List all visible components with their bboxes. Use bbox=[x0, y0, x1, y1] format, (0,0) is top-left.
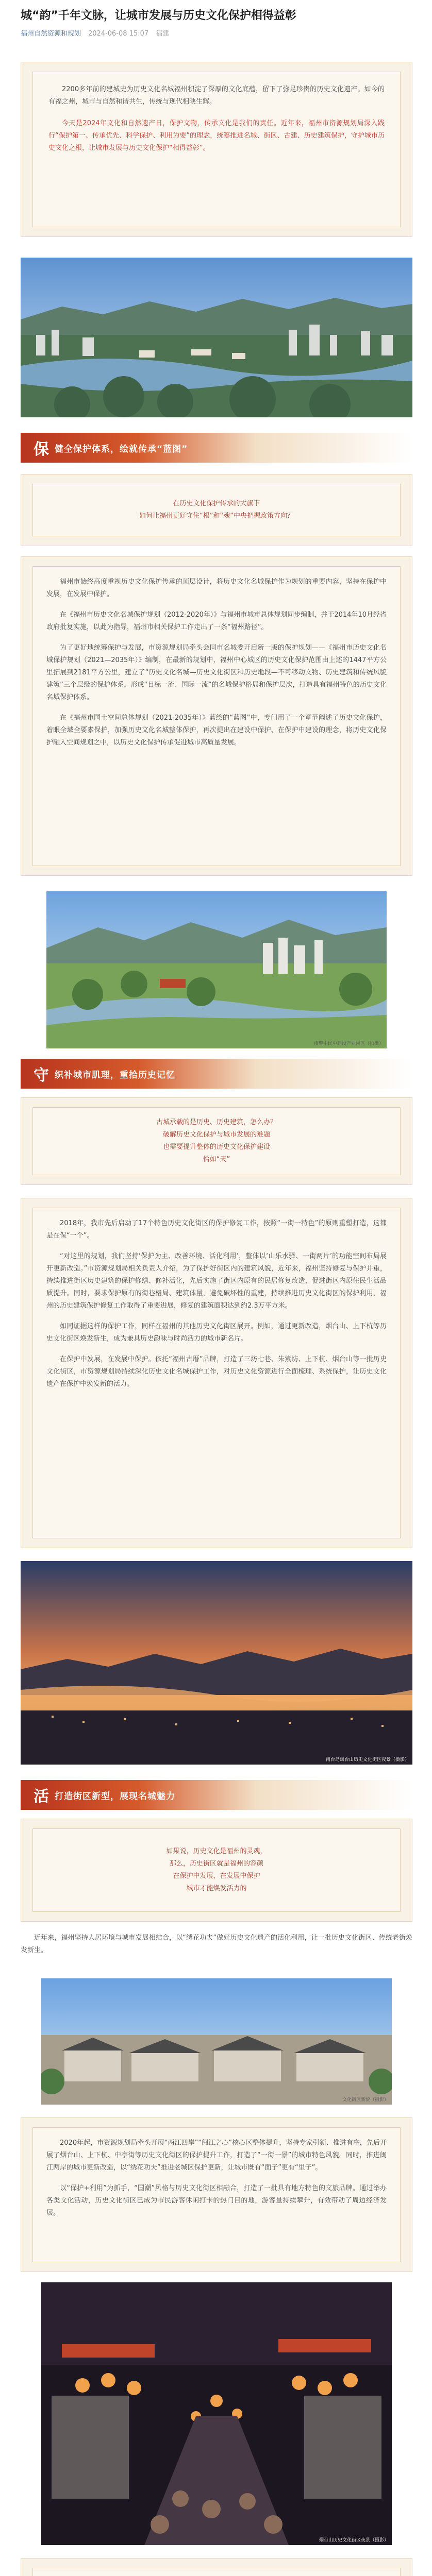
sunset-city-photo bbox=[21, 1561, 412, 1765]
section-2-quote-inner bbox=[32, 1107, 401, 1175]
section-3-body bbox=[21, 2117, 412, 2272]
section-1-quote-inner bbox=[32, 484, 401, 536]
photo-caption: 南台岛烟台山历史文化街区夜景（摄影） bbox=[325, 1757, 409, 1762]
body-paragraph: 在《福州市国土空间总体规划（2021-2035年）》蓝绘的“蓝图”中，专门用了一个章节阐述了历史文化保护，着眼全域全要素保护，加强历史文化名城整体保护，再次提出在建设中保护、在保护中建设的理念，将历史文化保护融入空间规划之中，以历史文化保护传承促进城市高质量发展。 bbox=[46, 714, 387, 747]
article-title: 城“韵”千年文脉，让城市发展与历史文化保护相得益彰 bbox=[21, 9, 296, 22]
body-paragraph: 为了更好地统筹保护与发展，市资源规划局牵头会同市名城委开启新一版的保护规划——《福州市历史文化名城保护规划（2021—2035年）》编制，在最新的规划中，福州中心城区的历史文化保护范围由上述的1447平方公里拓展到2181平方公里，建立了“历史文化名城—历史文化街区和历史地段—不可移动文物、历史建筑和传统风貌建筑”三个层级的保护体系，形成“目标一流、国际一流”的名城保护格局和保护层次，打造具有福州特色的历史文化名城保护体系。 bbox=[46, 644, 387, 701]
quote-line: 那么，历史街区就是福州的容颜 bbox=[169, 1860, 263, 1868]
intro-paper bbox=[21, 62, 412, 237]
section-3-title: 打造街区新型，展现名城魅力 bbox=[55, 1791, 175, 1802]
publish-date: 2024-06-08 15:07 bbox=[88, 30, 149, 38]
section-1-banner bbox=[21, 433, 412, 463]
section-3-mid-inner bbox=[32, 2568, 401, 2576]
section-2-quote bbox=[21, 1097, 412, 1185]
section-3-banner bbox=[21, 1780, 412, 1810]
body-paragraph: 在《福州市历史文化名城保护规划（2012-2020年）》与福州市城市总体规划同步编制，并于2014年10月经省政府批复实施，以此为指导，福州市相关保护工作走出了一条“福州路径”。 bbox=[46, 611, 387, 631]
urban-park-photo bbox=[46, 891, 387, 1048]
quote-line: 城市才能焕发活力的 bbox=[186, 1885, 247, 1892]
quote-line: 古城承载的是历史、历史建筑，怎么办？ bbox=[156, 1118, 277, 1126]
section-2-mark: 守 bbox=[34, 1066, 49, 1084]
body-paragraph: 2020年起，市资源规划局牵头开展“两江四岸”“闽江之心”核心区整体提升，坚持专家引领、推进有序，先后开展了烟台山、上下杭、中亭街等历史文化街区的保护提升工作，打造了“一街一景”的城市特色风貌。同时，推进闽江两岸的城市更新改造，以“绣花功夫”推进老城区保护更新，让城市既有“面子”更有“里子”。 bbox=[46, 2139, 387, 2172]
intro-paragraph-2: 今天是2024年文化和自然遗产日，保护文物，传承文化是我们的责任。近年来，福州市资源规划局深入践行“保护第一、传承优先、科学保护、利用为要”的理念，统筹推进名城、街区、古建、历史建筑保护，守护城市历史文化之根，让城市发展与历史文化保护“相得益彰”。 bbox=[48, 120, 385, 152]
section-1-body bbox=[21, 556, 412, 876]
street-block-photo bbox=[41, 1978, 392, 2105]
section-2-title: 织补城市肌理，重拾历史记忆 bbox=[55, 1070, 175, 1080]
quote-line: 也需要提升整体的历史文化保护建设 bbox=[162, 1143, 270, 1151]
section-3-mid-body bbox=[21, 2558, 412, 2576]
section-3-intro-text: 近年来，福州坚持人居环境与城市发展相结合，以“绣花功夫”做好历史文化遗产的活化利用，让一批历史文化街区、传统老街焕发新生。 bbox=[21, 1934, 412, 1954]
body-paragraph: “对这里的规划，我们坚持‘保护为主、改善环境、活化利用’，整体以‘山乐水驿、一街两片’的功能空间布局展开更新改造。”市资源规划局相关负责人介绍，为了保护好街区内的建筑风貌，近年来，福州坚持修复与保护并重，持续推进街区历史建筑的保护修缮、修补活化，先后实施了街区内原有的民居修复改造，促进街区内原住民生活品质提升。同时，要求保护原有的街巷格局、建筑体量，避免破坏性的重建，持续推进历史文化街区的保护利用，福州的历史建筑保护修复工作取得了重要进展，修复的建筑面积达到约2.3万平方米。 bbox=[46, 1252, 387, 1310]
body-paragraph: 2018年，我市先后启动了17个特色历史文化街区的保护修复工作，按照“一街一特色”的原则重塑打造，这都是在保“一个”。 bbox=[46, 1219, 387, 1240]
body-paragraph: 以“保护+利用”为抓手，“国潮”风格与历史文化街区相融合，打造了一批具有地方特色的文旅品牌。通过举办各类文化活动，历史文化街区已成为市民游客休闲打卡的热门目的地，游客量持续攀升，有效带动了周边经济发展。 bbox=[46, 2184, 387, 2217]
section-2-body bbox=[21, 1198, 412, 1548]
quote-line: 破解历史文化保护与城市发展的难题 bbox=[162, 1131, 270, 1139]
photo-caption: 烟台山历史文化街区夜景（摄影） bbox=[319, 2538, 389, 2543]
account-name-link[interactable]: 福州自然资源和规划 bbox=[21, 30, 81, 38]
section-3-quote-inner bbox=[32, 1828, 401, 1912]
section-3-quote bbox=[21, 1819, 412, 1922]
body-paragraph: 福州市始终高度重视历史文化保护传承的顶层设计，将历史文化名城保护作为规划的重要内容，坚持在保护中发展，在发展中保护。 bbox=[46, 578, 387, 598]
intro-paragraph-1: 2200多年前的建城史为历史文化名城福州积淀了深厚的文化底蕴，留下了弥足珍贵的历史文化遗产。如今的有福之州，城市与自然和谐共生，传统与现代相映生辉。 bbox=[48, 86, 385, 106]
photo-caption: 文化街区新貌（摄影） bbox=[342, 2097, 389, 2103]
section-2-banner bbox=[21, 1059, 412, 1089]
publish-location: 福建 bbox=[156, 30, 170, 38]
photo-caption: 南警中民中建设产业园区（拍摄） bbox=[313, 1041, 384, 1046]
body-paragraph: 如同证据这样的保护工作，同样在福州的其他历史文化街区展开。例如，通过更新改造，烟台山、上下杭等历史文化街区焕发新生，成为兼具历史韵味与时尚活力的城市新名片。 bbox=[46, 1323, 387, 1343]
quote-line: 在保护中发展，在发展中保护 bbox=[173, 1872, 260, 1880]
quote-line: 恰如“天” bbox=[203, 1156, 230, 1163]
quote-line: 如何让福州更好守住“根”和“魂”中央把握政策方向？ bbox=[139, 512, 294, 520]
section-1-title: 健全保护体系，绘就传承“蓝图” bbox=[55, 444, 188, 454]
section-1-body-inner bbox=[32, 566, 401, 866]
night-street-photo bbox=[41, 2282, 392, 2545]
body-paragraph: 在保护中发展，在发展中保护。依托“福州古厝”品牌，打造了三坊七巷、朱紫坊、上下杭、烟台山等一批历史文化街区，市资源规划局持续深化历史文化名城保护工作，对历史文化资源进行全面梳理、系统保护，让历史文化遗产在保护中焕发新的活力。 bbox=[46, 1355, 387, 1388]
section-1-quote bbox=[21, 474, 412, 546]
intro-inner bbox=[32, 72, 401, 227]
quote-line: 如果说，历史文化是福州的灵魂， bbox=[166, 1848, 267, 1855]
section-3-body-inner bbox=[32, 2127, 401, 2262]
aerial-city-photo bbox=[21, 258, 412, 417]
section-3-mark: 活 bbox=[34, 1788, 49, 1806]
article-meta bbox=[21, 29, 169, 39]
section-1-mark: 保 bbox=[34, 440, 49, 459]
quote-line: 在历史文化保护传承的大旗下 bbox=[173, 500, 260, 507]
section-2-body-inner bbox=[32, 1208, 401, 1538]
